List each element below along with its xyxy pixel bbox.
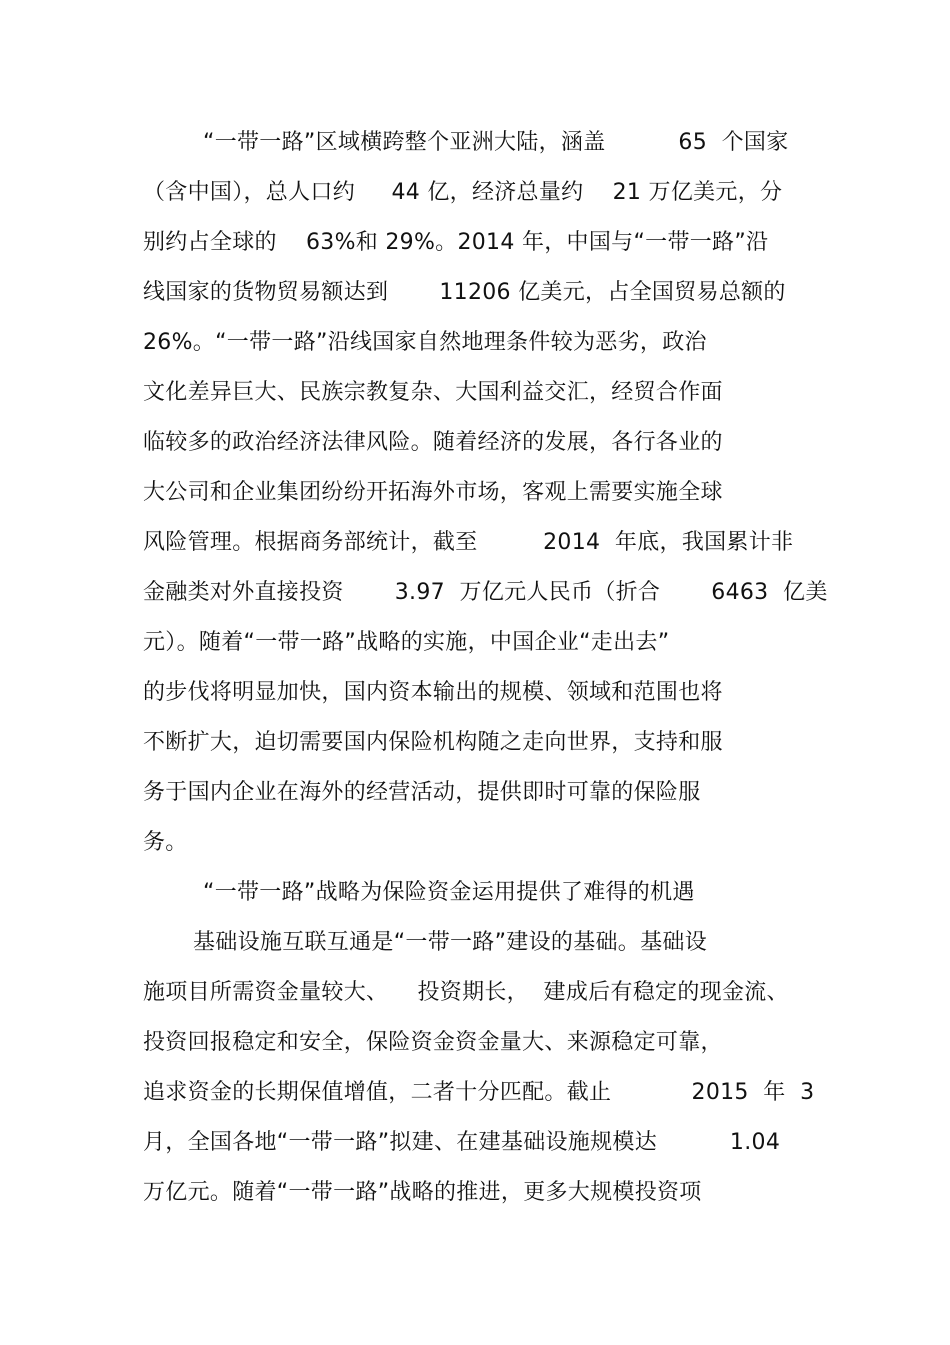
paragraph-1-line-10: 金融类对外直接投资 3.97 万亿元人民币（折合 6463 亿美 xyxy=(143,580,828,605)
paragraph-1-line-9: 风险管理。根据商务部统计，截至 2014 年底，我国累计非 xyxy=(143,530,794,555)
paragraph-1-line-4: 线国家的货物贸易额达到 11206 亿美元，占全国贸易总额的 xyxy=(143,280,786,305)
section-heading: “一带一路”战略为保险资金运用提供了难得的机遇 xyxy=(203,880,695,905)
paragraph-1-line-5: 26%。“一带一路”沿线国家自然地理条件较为恶劣，政治 xyxy=(143,330,707,355)
paragraph-2-line-4: 追求资金的长期保值增值，二者十分匹配。截止 2015 年 3 xyxy=(143,1080,815,1105)
paragraph-2-line-1: 基础设施互联互通是“一带一路”建设的基础。基础设 xyxy=(193,930,707,955)
paragraph-1-line-8: 大公司和企业集团纷纷开拓海外市场，客观上需要实施全球 xyxy=(143,480,723,505)
paragraph-2-line-2: 施项目所需资金量较大、 投资期长， 建成后有稳定的现金流、 xyxy=(143,980,789,1005)
paragraph-2-line-3: 投资回报稳定和安全，保险资金资金量大、来源稳定可靠， xyxy=(143,1030,723,1055)
paragraph-1-line-14: 务于国内企业在海外的经营活动，提供即时可靠的保险服 xyxy=(143,780,701,805)
paragraph-1-line-11: 元）。随着“一带一路”战略的实施，中国企业“走出去” xyxy=(143,630,670,655)
paragraph-1-line-2: （含中国），总人口约 44 亿，经济总量约 21 万亿美元，分 xyxy=(143,180,783,205)
paragraph-1-line-3: 别约占全球的 63%和 29%。2014 年，中国与“一带一路”沿 xyxy=(143,230,769,255)
paragraph-1-line-7: 临较多的政治经济法律风险。随着经济的发展，各行各业的 xyxy=(143,430,723,455)
paragraph-1-line-12: 的步伐将明显加快，国内资本输出的规模、领域和范围也将 xyxy=(143,680,723,705)
paragraph-2-line-6: 万亿元。随着“一带一路”战略的推进，更多大规模投资项 xyxy=(143,1180,702,1205)
paragraph-1-line-6: 文化差异巨大、民族宗教复杂、大国利益交汇，经贸合作面 xyxy=(143,380,723,405)
paragraph-2-line-5: 月，全国各地“一带一路”拟建、在建基础设施规模达 1.04 xyxy=(143,1130,781,1155)
paragraph-1-line-13: 不断扩大，迫切需要国内保险机构随之走向世界，支持和服 xyxy=(143,730,723,755)
paragraph-1-line-1: “一带一路”区域横跨整个亚洲大陆，涵盖 65 个国家 xyxy=(203,130,789,155)
paragraph-1-line-15: 务。 xyxy=(143,830,188,855)
